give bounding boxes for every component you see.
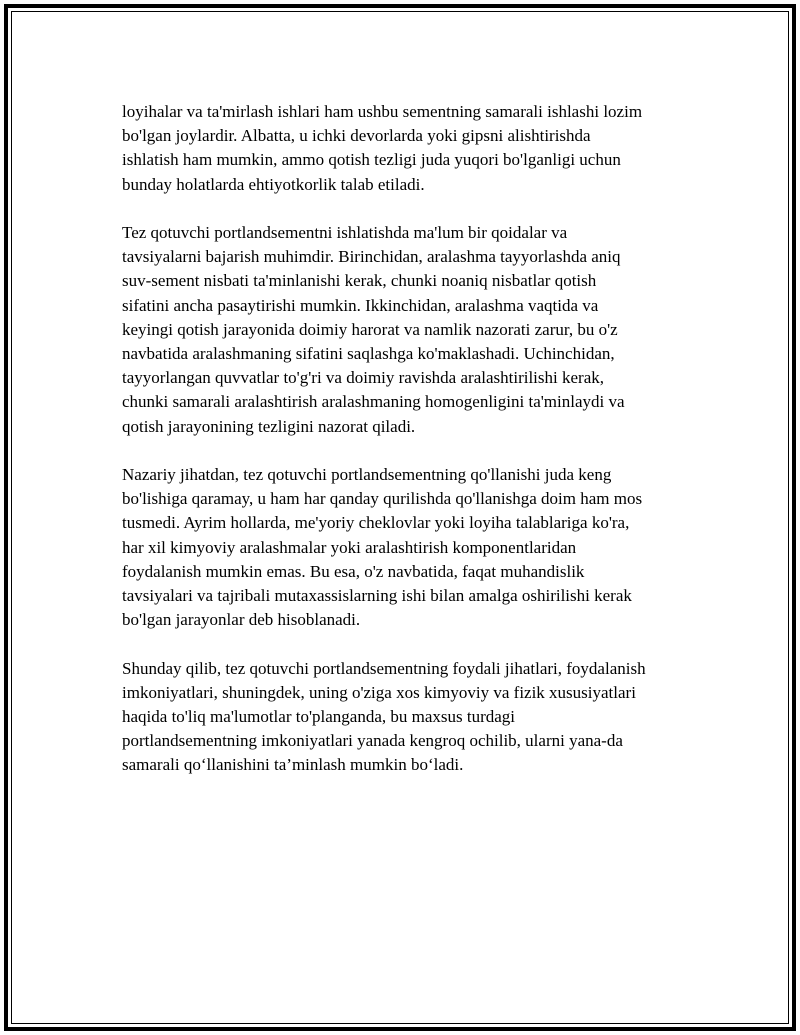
page-border: [4, 4, 796, 1031]
paragraph: Tez qotuvchi portlandsementni ishlatishda ma'lum bir qoidalar va tavsiyalarni bajarish muhimdir. Birinchidan, aralashma tayyorlashda aniq suv-sement nisbati ta'minlanishi kerak, chunki noaniq nisbatlar qotish sifatini ancha pasaytirishi mumkin. Ikkinchidan, aralashma vaqtida va keyingi qotish jarayonida doimiy harorat va namlik nazorati zarur, bu o'z navbatida aralashmaning sifatini saqlashga ko'maklashadi. Uchinchidan, tayyorlangan quvvatlar to'g'ri va doimiy ravishda aralashtirilishi kerak, chunki samarali aralashtirish aralashmaning homogenligini ta'minlaydi va qotish jarayonining tezligini nazorat qiladi.: [122, 223, 625, 436]
paragraph: Nazariy jihatdan, tez qotuvchi portlandsementning qo'llanishi juda keng bo'lishiga qaramay, u ham har qanday qurilishda qo'llanishga doim ham mos tusmedi. Ayrim hollarda, me'yoriy cheklovlar yoki loyiha talablariga ko'ra, har xil kimyoviy aralashmalar yoki aralashtirish komponentlaridan foydalanish mumkin emas. Bu esa, o'z navbatida, faqat muhandislik tavsiyalari va tajribali mutaxassislarning ishi bilan amalga oshirilishi kerak bo'lgan jarayonlar deb hisoblanadi.: [122, 465, 643, 630]
paragraph: Shunday qilib, tez qotuvchi portlandsementning foydali jihatlari, foydalanish imkoniyatlari, shuningdek, uning o'ziga xos kimyoviy va fizik xususiyatlari haqida to'liq ma'lumotlar to'planganda, bu maxsus turdagi portlandsementning imkoniyatlari yanada kengroq ochilib, ularni yana-da samarali qo‘llanishini ta’minlash mumkin bo‘ladi.: [122, 658, 646, 775]
paragraph: loyihalar va ta'mirlash ishlari ham ushbu sementning samarali ishlashi lozim bo'lgan joylardir. Albatta, u ichki devorlarda yoki gipsni alishtirishda ishlatish ham mumkin, ammo qotish tezligi juda yuqori bo'lganligi uchun bunday holatlarda ehtiyotkorlik talab etiladi.: [122, 102, 643, 194]
document-body: [122, 100, 702, 802]
